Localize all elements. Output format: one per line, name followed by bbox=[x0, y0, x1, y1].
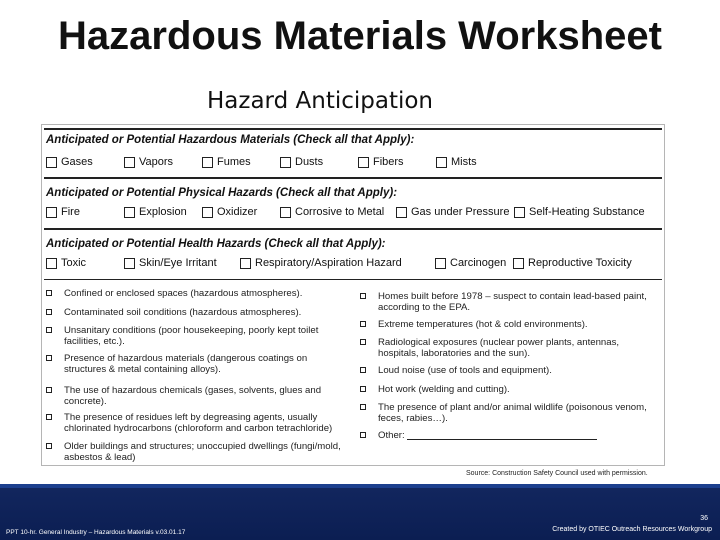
checkbox-fibers[interactable]: Fibers bbox=[358, 156, 404, 168]
checkbox-fumes[interactable]: Fumes bbox=[202, 156, 251, 168]
checkbox-square-icon[interactable] bbox=[46, 327, 52, 333]
checkbox-fire[interactable]: Fire bbox=[46, 206, 80, 218]
checkbox-corrosive-to-metal[interactable]: Corrosive to Metal bbox=[280, 206, 384, 218]
checkbox-box[interactable] bbox=[436, 157, 447, 168]
checkbox-square-icon[interactable] bbox=[360, 386, 366, 392]
checkbox-box[interactable] bbox=[435, 258, 446, 269]
condition-item[interactable]: Homes built before 1978 – suspect to contain lead-based paint, according to the EPA. bbox=[360, 291, 660, 313]
checkbox-box[interactable] bbox=[46, 157, 57, 168]
health-heading: Anticipated or Potential Health Hazards (Check all that Apply): bbox=[46, 238, 386, 250]
section-divider bbox=[44, 177, 662, 179]
checkbox-skin-eye-irritant[interactable]: Skin/Eye Irritant bbox=[124, 257, 217, 269]
checkbox-square-icon[interactable] bbox=[360, 404, 366, 410]
footer-course-label: PPT 10-hr. General Industry – Hazardous Materials v.03.01.17 bbox=[6, 529, 186, 536]
checkbox-box[interactable] bbox=[46, 258, 57, 269]
checkbox-dusts[interactable]: Dusts bbox=[280, 156, 323, 168]
checkbox-gas-under-pressure[interactable]: Gas under Pressure bbox=[396, 206, 509, 218]
condition-item[interactable]: Extreme temperatures (hot & cold environments). bbox=[360, 319, 660, 330]
checkbox-square-icon[interactable] bbox=[46, 414, 52, 420]
checkbox-vapors[interactable]: Vapors bbox=[124, 156, 173, 168]
checkbox-square-icon[interactable] bbox=[360, 293, 366, 299]
section-divider bbox=[44, 279, 662, 280]
checkbox-oxidizer[interactable]: Oxidizer bbox=[202, 206, 257, 218]
checkbox-square-icon[interactable] bbox=[46, 355, 52, 361]
condition-item[interactable]: Loud noise (use of tools and equipment). bbox=[360, 365, 650, 376]
condition-item[interactable]: The presence of plant and/or animal wildlife (poisonous venom, feces, rabies…). bbox=[360, 402, 650, 424]
condition-item[interactable]: The presence of residues left by degreasing agents, usually chlorinated hydrocarbons (chloroform and carbon tetrachloride) bbox=[46, 412, 336, 434]
checkbox-gases[interactable]: Gases bbox=[46, 156, 93, 168]
condition-item[interactable]: Confined or enclosed spaces (hazardous atmospheres). bbox=[46, 288, 346, 299]
checkbox-mists[interactable]: Mists bbox=[436, 156, 477, 168]
condition-item[interactable]: Unsanitary conditions (poor housekeeping, poorly kept toilet facilities, etc.). bbox=[46, 325, 336, 347]
checkbox-box[interactable] bbox=[280, 157, 291, 168]
checkbox-square-icon[interactable] bbox=[360, 339, 366, 345]
checkbox-box[interactable] bbox=[202, 207, 213, 218]
other-fill-in-line[interactable] bbox=[407, 430, 597, 440]
worksheet bbox=[41, 124, 665, 466]
checkbox-box[interactable] bbox=[240, 258, 251, 269]
checkbox-explosion[interactable]: Explosion bbox=[124, 206, 187, 218]
page-number: 36 bbox=[700, 515, 708, 522]
checkbox-box[interactable] bbox=[124, 258, 135, 269]
condition-item[interactable]: Older buildings and structures; unoccupied dwellings (fungi/mold, asbestos & lead) bbox=[46, 441, 346, 463]
checkbox-carcinogen[interactable]: Carcinogen bbox=[435, 257, 506, 269]
slide-subtitle: Hazard Anticipation bbox=[206, 88, 434, 114]
footer-credit: Created by OTIEC Outreach Resources Workgroup bbox=[552, 526, 712, 533]
checkbox-square-icon[interactable] bbox=[46, 290, 52, 296]
checkbox-box[interactable] bbox=[396, 207, 407, 218]
checkbox-box[interactable] bbox=[514, 207, 525, 218]
checkbox-box[interactable] bbox=[124, 207, 135, 218]
section-divider bbox=[44, 228, 662, 230]
checkbox-self-heating-substance[interactable]: Self-Heating Substance bbox=[514, 206, 645, 218]
materials-heading: Anticipated or Potential Hazardous Materials (Check all that Apply): bbox=[46, 134, 415, 146]
physical-heading: Anticipated or Potential Physical Hazards (Check all that Apply): bbox=[46, 187, 398, 199]
condition-item[interactable]: Presence of hazardous materials (dangerous coatings on structures & metal containing alloys). bbox=[46, 353, 336, 375]
checkbox-square-icon[interactable] bbox=[360, 321, 366, 327]
condition-item-other[interactable]: Other: bbox=[360, 430, 650, 441]
condition-item[interactable]: The use of hazardous chemicals (gases, solvents, glues and concrete). bbox=[46, 385, 336, 407]
section-divider bbox=[44, 128, 662, 130]
condition-item[interactable]: Contaminated soil conditions (hazardous atmospheres). bbox=[46, 307, 346, 318]
checkbox-box[interactable] bbox=[124, 157, 135, 168]
checkbox-square-icon[interactable] bbox=[360, 367, 366, 373]
physical-row bbox=[42, 206, 664, 224]
condition-item[interactable]: Radiological exposures (nuclear power plants, antennas, hospitals, laboratories and the sun). bbox=[360, 337, 650, 359]
checkbox-toxic[interactable]: Toxic bbox=[46, 257, 86, 269]
checkbox-respiratory-aspiration-hazard[interactable]: Respiratory/Aspiration Hazard bbox=[240, 257, 402, 269]
checkbox-square-icon[interactable] bbox=[46, 309, 52, 315]
condition-item[interactable]: Hot work (welding and cutting). bbox=[360, 384, 650, 395]
health-row bbox=[42, 257, 664, 275]
checkbox-box[interactable] bbox=[202, 157, 213, 168]
checkbox-square-icon[interactable] bbox=[46, 387, 52, 393]
source-note: Source: Construction Safety Council used with permission. bbox=[466, 470, 648, 477]
checkbox-box[interactable] bbox=[358, 157, 369, 168]
checkbox-box[interactable] bbox=[513, 258, 524, 269]
checkbox-square-icon[interactable] bbox=[360, 432, 366, 438]
checkbox-box[interactable] bbox=[46, 207, 57, 218]
checkbox-reproductive-toxicity[interactable]: Reproductive Toxicity bbox=[513, 257, 632, 269]
checkbox-square-icon[interactable] bbox=[46, 443, 52, 449]
materials-row bbox=[42, 156, 664, 174]
slide-title: Hazardous Materials Worksheet bbox=[58, 14, 662, 58]
checkbox-box[interactable] bbox=[280, 207, 291, 218]
